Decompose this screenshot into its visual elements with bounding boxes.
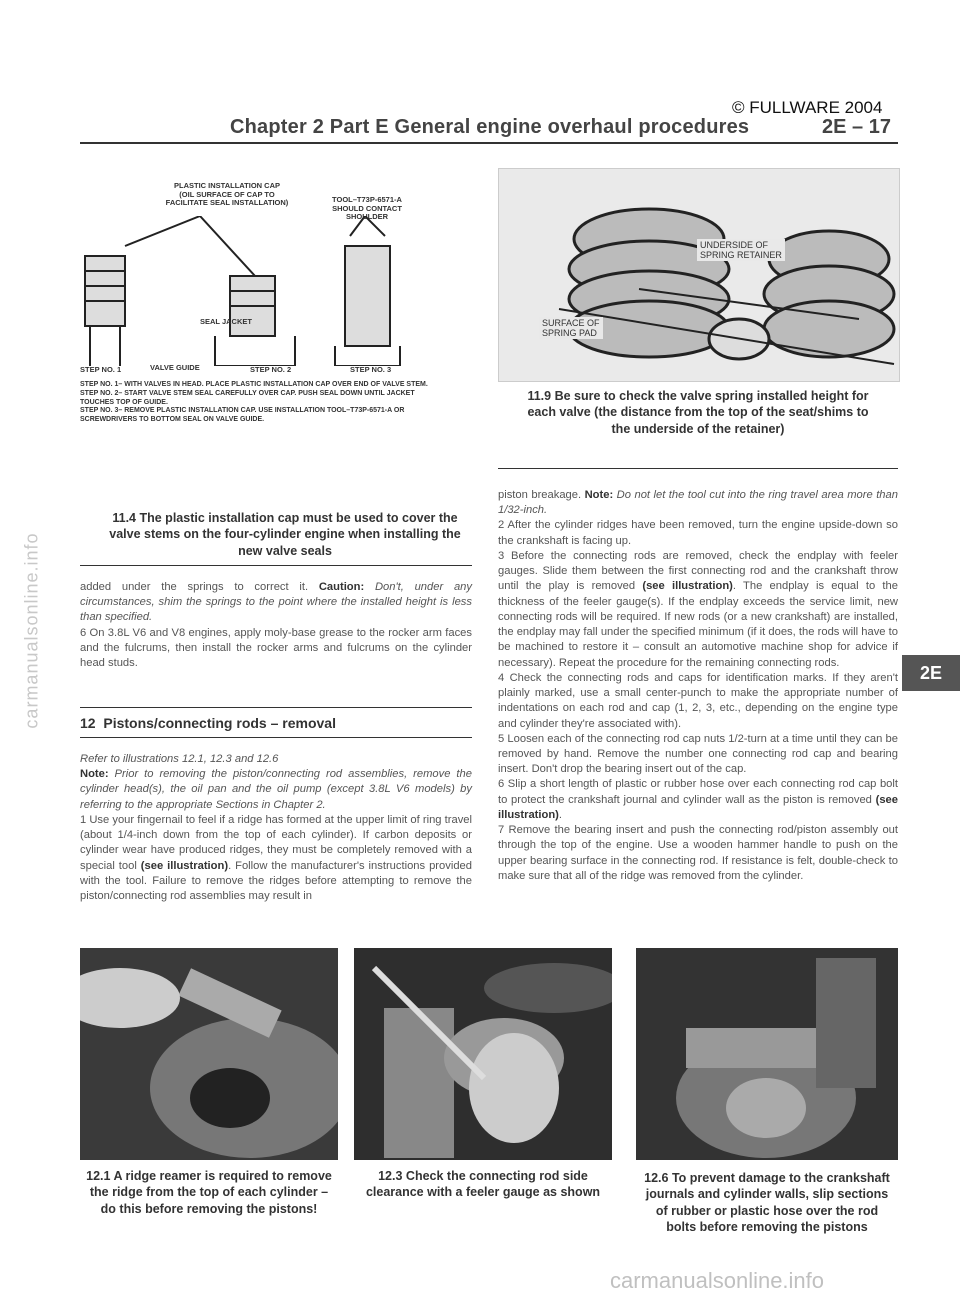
text-span: piston breakage. bbox=[498, 489, 585, 501]
note-text: Do not let the tool cut into the ring travel area more than 1/32-inch. bbox=[498, 489, 898, 517]
caption-12-1: 12.1 A ridge reamer is required to remove the ridge from the top of each cylinder – do this before removing the pistons! bbox=[86, 1169, 332, 1216]
side-watermark: carmanualsonline.info bbox=[21, 532, 42, 729]
left-text-block bbox=[80, 580, 472, 671]
see-illustration: (see illustration) bbox=[498, 793, 898, 821]
label-retainer: UNDERSIDE OF SPRING RETAINER bbox=[697, 239, 785, 261]
label-step-3: STEP NO. 3 bbox=[350, 365, 392, 374]
note-label: Note: bbox=[584, 489, 614, 501]
figure-11-9 bbox=[498, 168, 900, 382]
page-number: 2E – 17 bbox=[822, 116, 891, 138]
caption-12-3: 12.3 Check the connecting rod side clearance with a feeler gauge as shown bbox=[365, 1169, 601, 1200]
feeler-gauge-photo bbox=[354, 948, 612, 1160]
see-illustration: (see illustration) bbox=[642, 580, 733, 593]
step-note: STEP NO. 2– START VALVE STEM SEAL CAREFULLY OVER CAP. PUSH SEAL DOWN UNTIL JACKET TOUCHES TOP OF GUIDE. bbox=[80, 389, 415, 406]
paragraph: 4 Check the connecting rods and caps for identification marks. If they aren't plainly marked, use a small center-punch to make the appropriate number of indentations on each rod and cap (1, 2, 3, etc., depending on the engine type and cylinder they're associated with). bbox=[498, 671, 898, 730]
label-step-2: STEP NO. 2 bbox=[250, 365, 292, 374]
label-spring-pad: SURFACE OF SPRING PAD bbox=[539, 317, 603, 339]
paragraph: 7 Remove the bearing insert and push the connecting rod/piston assembly out through the top of the engine. Use a wooden hammer handle to push on the upper bearing surface in the connecting rod. If resistance is felt, double-check to make sure that all of the ridge was removed from the cylinder. bbox=[498, 824, 898, 882]
valve-seal-diagram bbox=[80, 216, 440, 366]
step-notes bbox=[80, 381, 440, 425]
label-tool: TOOL–T73P-6571-A SHOULD CONTACT SHOULDER bbox=[332, 195, 402, 222]
note-text: Prior to removing the piston/connecting rod assemblies, remove the cylinder head(s), the oil pan and the oil pump (except 3.8L V6 models) by referring to the appropriate Sections in Chapter 2. bbox=[80, 768, 472, 811]
text-span: . bbox=[558, 808, 563, 821]
section-rule-bottom bbox=[80, 737, 472, 738]
ridge-reamer-photo bbox=[80, 948, 338, 1160]
note-label: Note: bbox=[80, 768, 109, 781]
caption-11-9: 11.9 Be sure to check the valve spring installed height for each valve (the distance from the top of the seat/shims to the underside of the retainer) bbox=[527, 389, 869, 436]
caption-11-4: 11.4 The plastic installation cap must be used to cover the valve stems on the four-cylinder engine when installing the new valve seals bbox=[109, 511, 461, 558]
paragraph: 2 After the cylinder ridges have been removed, turn the engine upside-down so the crankshaft is facing up. bbox=[498, 519, 898, 547]
step-note: STEP NO. 1– WITH VALVES IN HEAD. PLACE PLASTIC INSTALLATION CAP OVER END OF VALVE STEM. bbox=[80, 381, 428, 388]
caution-text: Don't, under any circumstances, shim the springs to the point where the installed height is less than specified. bbox=[80, 581, 472, 624]
text-span: 6 Slip a short length of plastic or rubber hose over each connecting rod cap bolt to protect the crankshaft journal and cylinder wall as the piston is removed bbox=[498, 778, 898, 806]
label-valve-guide: VALVE GUIDE bbox=[150, 363, 200, 372]
refer-line: Refer to illustrations 12.1, 12.3 and 12.6 bbox=[80, 753, 279, 765]
section-heading bbox=[80, 715, 336, 731]
text-span: 3 Before the connecting rods are removed, check the endplay with feeler gauges. Slide them between the first connecting rod and the crankshaft throw until the play is removed bbox=[498, 549, 898, 593]
caution-label: Caution: bbox=[318, 581, 365, 593]
text-span: . The endplay is equal to the thickness of the feeler gauge(s). If the endplay exceeds the service limit, new connecting rods will be required. If new rods (or a new crankshaft) are installed, the endplay may fall under the specified minimum (if it does, the rods will have to be machined to restore it – consult an automotive machine shop for advice if necessary). Repeat the procedure for the remaining connecting rods. bbox=[498, 580, 898, 669]
caption-rule bbox=[80, 565, 472, 566]
header-rule bbox=[80, 142, 898, 144]
rod-bolt-hose-photo bbox=[636, 948, 898, 1160]
see-illustration: (see illustration) bbox=[140, 859, 229, 872]
text-span: . Follow the manufacturer's instructions provided with the tool. Failure to remove the ridges before attempting to remove the piston/connecting rod assemblies may result in bbox=[80, 859, 472, 903]
paragraph: 5 Loosen each of the connecting rod cap nuts 1/2-turn at a time until they can be removed by hand. Remove the number one connecting rod cap and bearing insert. Don't drop the bearing insert out of the cap. bbox=[498, 732, 898, 776]
chapter-tab: 2E bbox=[902, 655, 960, 691]
text-span: added under the springs to correct it. bbox=[80, 581, 319, 593]
section-title: Pistons/connecting rods – removal bbox=[103, 715, 336, 731]
section-rule-top bbox=[80, 707, 472, 708]
caption-rule bbox=[498, 468, 898, 469]
caption-12-6: 12.6 To prevent damage to the crankshaft journals and cylinder walls, slip sections of rubber or plastic hose over the rod bolts before removing the pistons bbox=[644, 1171, 890, 1234]
section-text-block bbox=[80, 752, 472, 904]
label-step-1: STEP NO. 1 bbox=[80, 365, 122, 374]
figure-11-4 bbox=[80, 176, 480, 466]
page-header-title: Chapter 2 Part E General engine overhaul procedures bbox=[230, 116, 750, 138]
label-plastic-cap: PLASTIC INSTALLATION CAP (OIL SURFACE OF CAP TO FACILITATE SEAL INSTALLATION) bbox=[165, 181, 289, 208]
right-text-block bbox=[498, 488, 898, 884]
photo-12-3 bbox=[354, 948, 612, 1160]
step-note: STEP NO. 3– REMOVE PLASTIC INSTALLATION CAP. USE INSTALLATION TOOL–T73P-6571-A OR SCREWDRIVERS TO BOTTOM SEAL ON VALVE GUIDE. bbox=[80, 407, 405, 423]
text-span: 1 Use your fingernail to feel if a ridge has formed at the upper limit of ring travel (about 1/4-inch down from the top of each cylinder). If carbon deposits or cylinder wear have produced ridges, they must be completely removed with a special tool bbox=[80, 813, 472, 872]
photo-12-1 bbox=[80, 948, 338, 1160]
valve-spring-diagram bbox=[499, 169, 899, 381]
footer-watermark: carmanualsonline.info bbox=[610, 1268, 825, 1293]
paragraph: 6 On 3.8L V6 and V8 engines, apply moly-base grease to the rocker arm faces and the fulcrums, then install the rocker arms and fulcrums on the cylinder head studs. bbox=[80, 626, 472, 670]
label-seal-jacket: SEAL JACKET bbox=[200, 317, 252, 326]
photo-12-6 bbox=[636, 948, 898, 1160]
section-number: 12 bbox=[80, 715, 96, 731]
copyright-notice: © FULLWARE 2004 bbox=[732, 98, 883, 117]
